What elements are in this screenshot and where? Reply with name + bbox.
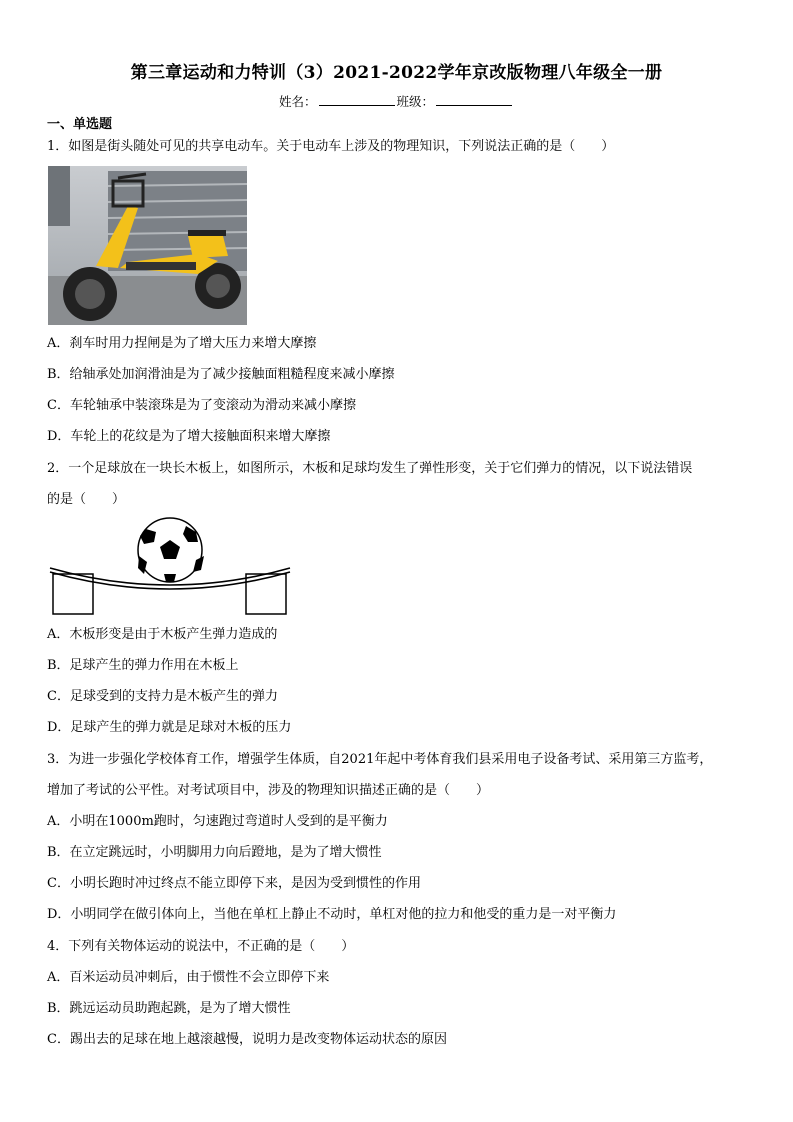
page-title: 第三章运动和力特训（3）2021-2022学年京改版物理八年级全一册 [130,63,663,83]
name-label: 姓名： [278,94,317,109]
q1-option-d: D．车轮上的花纹是为了增大接触面积来增大摩擦 [47,429,331,444]
q1-stem: 1．如图是街头随处可见的共享电动车。关于电动车上涉及的物理知识，下列说法正确的是（ ） [47,139,615,154]
q1-option-a: A．刹车时用力捏闸是为了增大压力来增大摩擦 [47,336,317,351]
name-blank [319,94,395,106]
class-blank [436,94,512,106]
q2-option-b: B．足球产生的弹力作用在木板上 [47,658,239,673]
q4-option-c: C．踢出去的足球在地上越滚越慢，说明力是改变物体运动状态的原因 [47,1032,447,1047]
q3-stem-line2: 增加了考试的公平性。对考试项目中，涉及的物理知识描述正确的是（ ） [47,783,490,798]
q3-option-b: B．在立定跳远时，小明脚用力向后蹬地，是为了增大惯性 [47,845,382,860]
q2-stem-line2: 的是（ ） [47,492,126,507]
section-title: 一、单选题 [47,117,113,132]
q3-option-c: C．小明长跑时冲过终点不能立即停下来，是因为受到惯性的作用 [47,876,421,891]
e-bike-photo [48,166,247,325]
q1-option-c: C．车轮轴承中装滚珠是为了变滚动为滑动来减小摩擦 [47,398,356,413]
student-info-line [0,92,793,110]
q2-stem-line1: 2．一个足球放在一块长木板上，如图所示，木板和足球均发生了弹性形变，关于它们弹力的情况，以下说法错误 [47,461,693,476]
q1-option-b: B．给轴承处加润滑油是为了减少接触面粗糙程度来减小摩擦 [47,367,395,382]
class-label: 班级： [396,94,435,109]
q4-stem: 4．下列有关物体运动的说法中，不正确的是（ ） [47,939,355,954]
q4-option-b: B．跳远运动员助跑起跳，是为了增大惯性 [47,1001,291,1016]
q4-option-a: A．百米运动员冲刺后，由于惯性不会立即停下来 [47,970,330,985]
q3-option-a: A．小明在1000m跑时，匀速跑过弯道时人受到的是平衡力 [47,814,388,829]
q3-option-d: D．小明同学在做引体向上，当他在单杠上静止不动时，单杠对他的拉力和他受的重力是一对平衡力 [47,907,617,922]
football-on-board-diagram [46,512,296,622]
q3-stem-line1: 3．为进一步强化学校体育工作，增强学生体质，自2021年起中考体育我们县采用电子设备考试、采用第三方监考， [47,752,713,767]
q2-option-a: A．木板形变是由于木板产生弹力造成的 [47,627,278,642]
q2-option-d: D．足球产生的弹力就是足球对木板的压力 [47,720,292,735]
q2-option-c: C．足球受到的支持力是木板产生的弹力 [47,689,278,704]
